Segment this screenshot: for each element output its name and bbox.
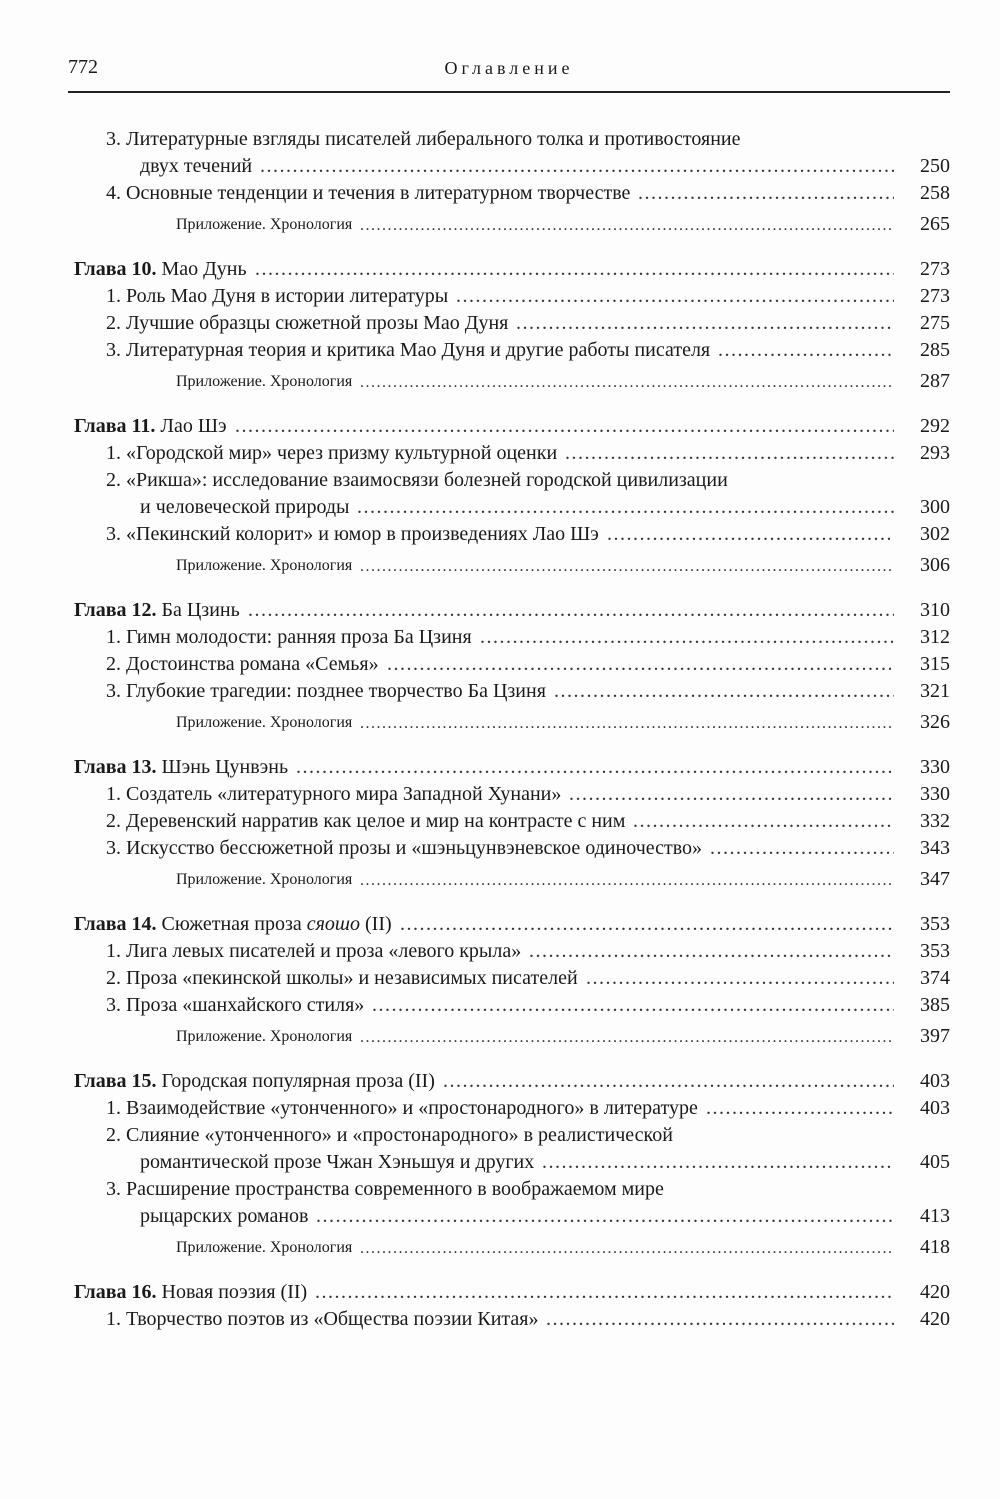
toc-entry-text: [106, 337, 710, 364]
page-ref: 374: [920, 967, 950, 989]
toc-entry-section: [74, 938, 950, 965]
toc-entry-appendix: [74, 207, 950, 241]
dot-leader: [443, 1068, 894, 1095]
page-ref: 306: [920, 554, 950, 576]
toc-entry-section: [74, 1095, 950, 1122]
page-ref: 275: [920, 312, 950, 334]
dot-leader: [529, 938, 894, 965]
section-title: 1. Творчество поэтов из «Общества поэзии Китая»: [106, 1308, 539, 1330]
chapter-title: Ба Цзинь: [161, 599, 240, 621]
page-ref: 273: [920, 285, 950, 307]
toc-entry-text: [74, 911, 392, 938]
section-title: 2. Проза «пекинской школы» и независимых писателей: [106, 967, 578, 989]
chapter-gap: [74, 1053, 950, 1068]
toc-entry-appendix: [74, 862, 950, 896]
toc-entry-text: [176, 706, 352, 740]
section-title: 3. «Пекинский колорит» и юмор в произведениях Лао Шэ: [106, 523, 599, 545]
dot-leader: [360, 364, 894, 398]
toc-entry-text: [140, 1203, 308, 1230]
dot-leader: [360, 1230, 894, 1264]
chapter-label: Глава 10.: [74, 258, 157, 280]
page-ref: 353: [920, 913, 950, 935]
section-title: 2. Лучшие образцы сюжетной прозы Мао Дуня: [106, 312, 509, 334]
page-ref: 300: [920, 496, 950, 518]
toc-entry-text: [106, 678, 546, 705]
toc-entry-section: [74, 651, 950, 678]
page-ref: 343: [920, 837, 950, 859]
page-ref: 397: [920, 1025, 950, 1047]
dot-leader: [360, 1019, 894, 1053]
toc-entry-text: [106, 180, 630, 207]
toc-entry-text: [106, 283, 448, 310]
toc-entry-text: [106, 440, 557, 467]
toc-entry-text: [106, 467, 728, 494]
chapter-label: Глава 16.: [74, 1281, 157, 1303]
toc-entry-section: [74, 1176, 950, 1203]
chapter-label: Глава 11.: [74, 415, 156, 437]
page-ref: 285: [920, 339, 950, 361]
toc-entry-text: [176, 1020, 352, 1054]
page-ref: 310: [920, 599, 950, 621]
page-ref: 420: [920, 1308, 950, 1330]
toc-entry-appendix: [74, 1019, 950, 1053]
dot-leader: [316, 1203, 894, 1230]
section-title-cont: и человеческой природы: [140, 496, 350, 518]
toc-entry-text: [74, 754, 288, 781]
chapter-gap: [74, 739, 950, 754]
toc-entry-chapter: [74, 1068, 950, 1095]
toc-entry-section: [74, 835, 950, 862]
toc-entry-text: [106, 938, 521, 965]
toc-entry-text: [74, 1279, 307, 1306]
toc-entry-text: [74, 256, 247, 283]
toc-entry-text: [140, 153, 252, 180]
dot-leader: [360, 207, 894, 241]
dot-leader: [255, 256, 894, 283]
toc-entry-cont: [74, 153, 950, 180]
toc-entry-text: [176, 1231, 352, 1265]
dot-leader: [315, 1279, 894, 1306]
chapter-title: Мао Дунь: [161, 258, 247, 280]
toc-entry-chapter: [74, 911, 950, 938]
toc-entry-text: [106, 835, 702, 862]
section-title: 1. Лига левых писателей и проза «левого крыла»: [106, 940, 522, 962]
page-ref: 293: [920, 442, 950, 464]
chapter-label: Глава 12.: [74, 599, 157, 621]
page-ref: 326: [920, 711, 950, 733]
dot-leader: [260, 153, 894, 180]
dot-leader: [235, 413, 894, 440]
dot-leader: [633, 808, 894, 835]
page-ref: 273: [920, 258, 950, 280]
appendix-title: Приложение. Хронология: [176, 1028, 353, 1045]
section-title-cont: романтической прозе Чжан Хэньшуя и других: [140, 1151, 535, 1173]
chapter-label: Глава 14.: [74, 913, 157, 935]
toc-entry-chapter: [74, 413, 950, 440]
toc-entry-text: [176, 549, 352, 583]
section-title-cont: рыцарских романов: [140, 1205, 309, 1227]
toc-entry-section: [74, 440, 950, 467]
dot-leader: [248, 597, 894, 624]
section-title: 3. Литературная теория и критика Мао Дуня и другие работы писателя: [106, 339, 711, 361]
chapter-title: Лао Шэ: [160, 415, 227, 437]
page-ref: 292: [920, 415, 950, 437]
toc-entry-chapter: [74, 754, 950, 781]
toc-entry-text: [106, 992, 364, 1019]
toc-entry-text: [106, 126, 741, 153]
page-ref: 321: [920, 680, 950, 702]
page-ref: 347: [920, 868, 950, 890]
appendix-title: Приложение. Хронология: [176, 557, 353, 574]
toc-entry-text: [106, 651, 379, 678]
dot-leader: [554, 678, 894, 705]
toc-entry-text: [106, 1095, 698, 1122]
section-title-cont: двух течений: [140, 155, 253, 177]
page-ref: 418: [920, 1236, 950, 1258]
dot-leader: [400, 911, 894, 938]
page-ref: 265: [920, 213, 950, 235]
toc-entry-text: [106, 1176, 664, 1203]
toc-entry-text: [74, 413, 227, 440]
toc-entry-section: [74, 1306, 950, 1333]
dot-leader: [387, 651, 894, 678]
dot-leader: [569, 781, 894, 808]
toc-entry-chapter: [74, 1279, 950, 1306]
page-ref: 353: [920, 940, 950, 962]
chapter-gap: [74, 398, 950, 413]
table-of-contents: [74, 126, 950, 1333]
toc-entry-appendix: [74, 705, 950, 739]
toc-entry-text: [140, 494, 349, 521]
toc-entry-text: [106, 310, 508, 337]
header-rule: [68, 91, 950, 93]
toc-entry-text: [176, 863, 352, 897]
chapter-title: Новая поэзия (II): [161, 1281, 308, 1303]
toc-entry-appendix: [74, 548, 950, 582]
chapter-title: Сюжетная проза: [161, 913, 302, 935]
dot-leader: [710, 835, 894, 862]
dot-leader: [718, 337, 894, 364]
dot-leader: [480, 624, 894, 651]
section-title: 2. Слияние «утонченного» и «простонародного» в реалистической: [106, 1124, 673, 1146]
toc-entry-text: [106, 521, 599, 548]
page-ref: 287: [920, 370, 950, 392]
chapter-gap: [74, 1264, 950, 1279]
page-ref: 405: [920, 1151, 950, 1173]
toc-entry-text: [106, 781, 561, 808]
toc-entry-section: [74, 781, 950, 808]
page-ref: 302: [920, 523, 950, 545]
chapter-gap: [74, 582, 950, 597]
toc-entry-appendix: [74, 364, 950, 398]
toc-entry-section: [74, 521, 950, 548]
dot-leader: [546, 1306, 894, 1333]
appendix-title: Приложение. Хронология: [176, 714, 353, 731]
section-title: 1. Гимн молодости: ранняя проза Ба Цзиня: [106, 626, 472, 648]
chapter-label: Глава 15.: [74, 1070, 157, 1092]
dot-leader: [542, 1149, 894, 1176]
toc-entry-section: [74, 310, 950, 337]
dot-leader: [360, 862, 894, 896]
section-title: 3. Расширение пространства современного в воображаемом мире: [106, 1178, 664, 1200]
page-ref: 312: [920, 626, 950, 648]
dot-leader: [607, 521, 894, 548]
dot-leader: [456, 283, 894, 310]
section-title: 3. Искусство бессюжетной прозы и «шэньцунвэневское одиночество»: [106, 837, 703, 859]
toc-entry-section: [74, 992, 950, 1019]
toc-entry-cont: [74, 1203, 950, 1230]
toc-entry-cont: [74, 494, 950, 521]
toc-entry-text: [106, 965, 578, 992]
chapter-label: Глава 13.: [74, 756, 157, 778]
toc-entry-section: [74, 624, 950, 651]
toc-entry-text: [106, 624, 472, 651]
chapter-gap: [74, 896, 950, 911]
toc-entry-text: [176, 365, 352, 399]
toc-entry-text: [106, 1306, 538, 1333]
dot-leader: [586, 965, 894, 992]
appendix-title: Приложение. Хронология: [176, 1239, 353, 1256]
appendix-title: Приложение. Хронология: [176, 216, 353, 233]
toc-entry-text: [106, 1122, 673, 1149]
section-title: 3. Проза «шанхайского стиля»: [106, 994, 365, 1016]
toc-entry-section: [74, 467, 950, 494]
dot-leader: [357, 494, 894, 521]
toc-entry-text: [106, 808, 625, 835]
page-ref: 330: [920, 783, 950, 805]
page-ref: 403: [920, 1097, 950, 1119]
section-title: 2. Достоинства романа «Семья»: [106, 653, 379, 675]
toc-entry-section: [74, 965, 950, 992]
page-ref: 332: [920, 810, 950, 832]
dot-leader: [516, 310, 894, 337]
section-title: 2. «Рикша»: исследование взаимосвязи болезней городской цивилизации: [106, 469, 728, 491]
section-title: 3. Литературные взгляды писателей либерального толка и противостояние: [106, 128, 741, 150]
section-title: 1. Взаимодействие «утонченного» и «простонародного» в литературе: [106, 1097, 698, 1119]
dot-leader: [565, 440, 894, 467]
section-title: 1. Роль Мао Дуня в истории литературы: [106, 285, 449, 307]
toc-entry-section: [74, 180, 950, 207]
toc-entry-chapter: [74, 597, 950, 624]
section-title: 3. Глубокие трагедии: позднее творчество Ба Цзиня: [106, 680, 546, 702]
page-ref: 413: [920, 1205, 950, 1227]
chapter-gap: [74, 241, 950, 256]
toc-entry-section: [74, 1122, 950, 1149]
page-ref: 330: [920, 756, 950, 778]
page-ref: 258: [920, 182, 950, 204]
toc-entry-text: [140, 1149, 534, 1176]
toc-entry-appendix: [74, 1230, 950, 1264]
chapter-title-italic: сяошо: [306, 913, 360, 935]
section-title: 4. Основные тенденции и течения в литературном творчестве: [106, 182, 631, 204]
chapter-title: Шэнь Цунвэнь: [161, 756, 289, 778]
page-ref: 420: [920, 1281, 950, 1303]
dot-leader: [360, 548, 894, 582]
page-ref: 385: [920, 994, 950, 1016]
section-title: 1. «Городской мир» через призму культурной оценки: [106, 442, 558, 464]
page-ref: 403: [920, 1070, 950, 1092]
appendix-title: Приложение. Хронология: [176, 373, 353, 390]
toc-entry-chapter: [74, 256, 950, 283]
dot-leader: [706, 1095, 894, 1122]
page-ref: 315: [920, 653, 950, 675]
toc-entry-section: [74, 808, 950, 835]
toc-entry-section: [74, 126, 950, 153]
dot-leader: [296, 754, 894, 781]
section-title: 1. Создатель «литературного мира Западной Хунани»: [106, 783, 562, 805]
toc-entry-cont: [74, 1149, 950, 1176]
toc-entry-text: [176, 208, 352, 242]
running-title: Оглавление: [444, 58, 574, 78]
toc-entry-text: [74, 1068, 435, 1095]
chapter-title-suffix: (II): [365, 913, 392, 935]
toc-entry-section: [74, 337, 950, 364]
appendix-title: Приложение. Хронология: [176, 871, 353, 888]
page-number: 772: [68, 56, 98, 78]
toc-entry-section: [74, 678, 950, 705]
toc-entry-section: [74, 283, 950, 310]
dot-leader: [372, 992, 894, 1019]
section-title: 2. Деревенский нарратив как целое и мир на контрасте с ним: [106, 810, 626, 832]
toc-entry-text: [74, 597, 240, 624]
dot-leader: [638, 180, 894, 207]
page-ref: 250: [920, 155, 950, 177]
dot-leader: [360, 705, 894, 739]
chapter-title: Городская популярная проза (II): [161, 1070, 435, 1092]
